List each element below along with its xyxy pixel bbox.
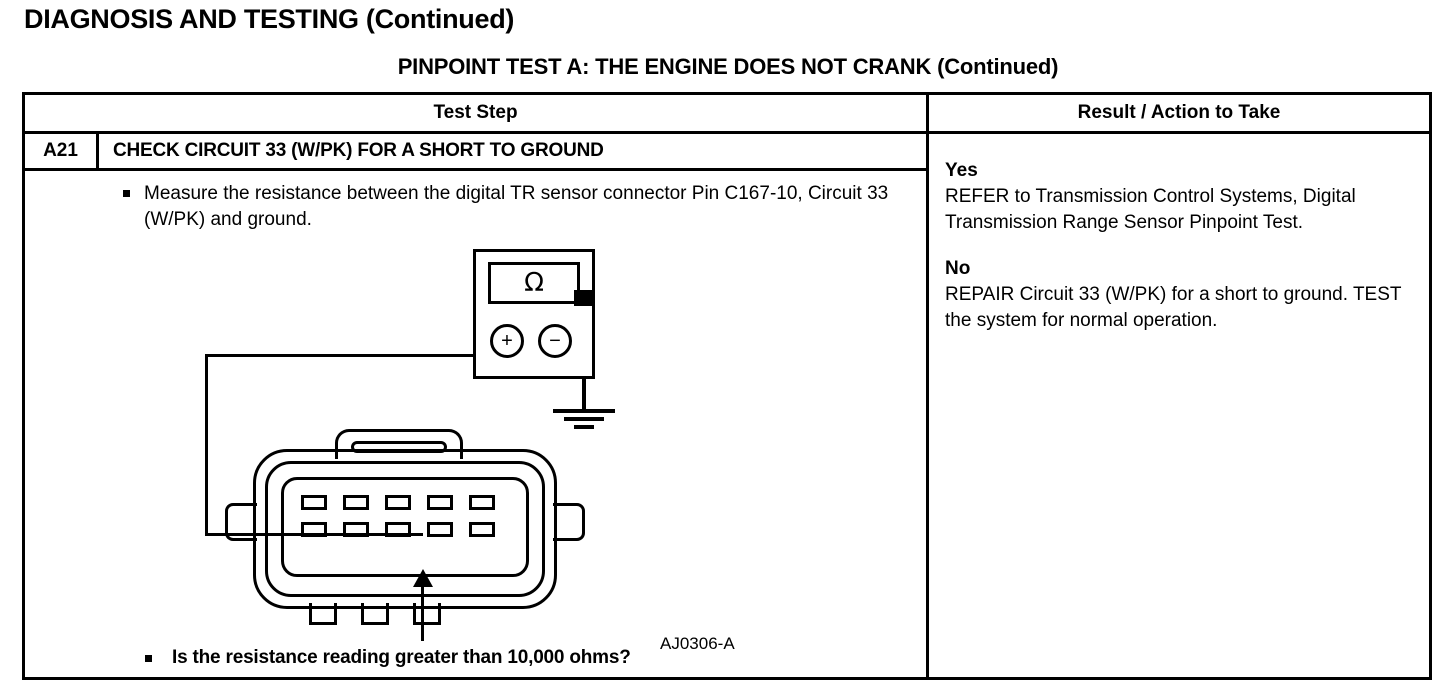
meter-lead-vertical bbox=[205, 354, 208, 536]
probe-tip bbox=[574, 290, 594, 306]
square-bullet-icon bbox=[123, 190, 130, 197]
result-label-yes: Yes bbox=[945, 160, 978, 181]
test-step-header bbox=[25, 134, 926, 171]
result-label-no: No bbox=[945, 258, 971, 279]
positive-jack-icon: + bbox=[490, 324, 524, 358]
result-text-no: REPAIR Circuit 33 (W/PK) for a short to ground. TEST the system for normal operation. bbox=[945, 284, 1402, 331]
connector-pin bbox=[427, 522, 453, 537]
figure-caption: AJ0306-A bbox=[660, 634, 735, 653]
connector-pin-row bbox=[301, 495, 511, 510]
ground-symbol-icon bbox=[553, 409, 615, 433]
table-header-row bbox=[25, 95, 1429, 134]
connector-pin bbox=[427, 495, 453, 510]
test-question-text: Is the resistance reading greater than 10,000 ohms? bbox=[172, 647, 631, 668]
connector-pin bbox=[301, 522, 327, 537]
instruction-item bbox=[25, 171, 926, 233]
connector-pin-grid bbox=[301, 495, 511, 549]
test-question bbox=[123, 647, 631, 669]
page-subtitle: PINPOINT TEST A: THE ENGINE DOES NOT CRANK (Continued) bbox=[397, 54, 1059, 79]
column-header-test-step: Test Step bbox=[25, 95, 929, 131]
page-title: DIAGNOSIS AND TESTING (Continued) bbox=[24, 4, 515, 34]
ohmmeter-display: Ω bbox=[488, 262, 580, 304]
connector-pin bbox=[343, 522, 369, 537]
connector-pin bbox=[469, 495, 495, 510]
connector-ear-right bbox=[553, 503, 585, 541]
result-text-yes: REFER to Transmission Control Systems, Digital Transmission Range Sensor Pinpoint Test. bbox=[945, 186, 1356, 233]
ohmmeter bbox=[473, 249, 595, 379]
connector-foot bbox=[413, 603, 441, 625]
connector-pin bbox=[385, 495, 411, 510]
pinpoint-test-table bbox=[22, 92, 1432, 680]
table-body bbox=[25, 134, 1429, 677]
connector-pin bbox=[385, 522, 411, 537]
probe-lead bbox=[582, 377, 586, 411]
test-step-body bbox=[25, 171, 926, 677]
connector-foot bbox=[361, 603, 389, 625]
tr-sensor-connector bbox=[225, 437, 585, 617]
connector-pin bbox=[469, 522, 495, 537]
connector-pin bbox=[301, 495, 327, 510]
connector-foot bbox=[309, 603, 337, 625]
connector-test-figure bbox=[205, 249, 865, 669]
square-bullet-icon bbox=[145, 655, 152, 662]
step-id: A21 bbox=[25, 134, 99, 168]
column-header-result-action: Result / Action to Take bbox=[1077, 102, 1281, 123]
pin-pointer-line bbox=[421, 579, 424, 641]
result-action-column bbox=[929, 134, 1429, 677]
connector-pin-row bbox=[301, 522, 511, 537]
instruction-text: Measure the resistance between the digital TR sensor connector Pin C167-10, Circuit 33 (W/PK) and ground. bbox=[144, 183, 889, 230]
negative-jack-icon: − bbox=[538, 324, 572, 358]
meter-lead-top bbox=[205, 354, 476, 357]
step-title: CHECK CIRCUIT 33 (W/PK) FOR A SHORT TO GROUND bbox=[113, 140, 604, 161]
connector-pin bbox=[343, 495, 369, 510]
test-step-column bbox=[25, 134, 929, 677]
